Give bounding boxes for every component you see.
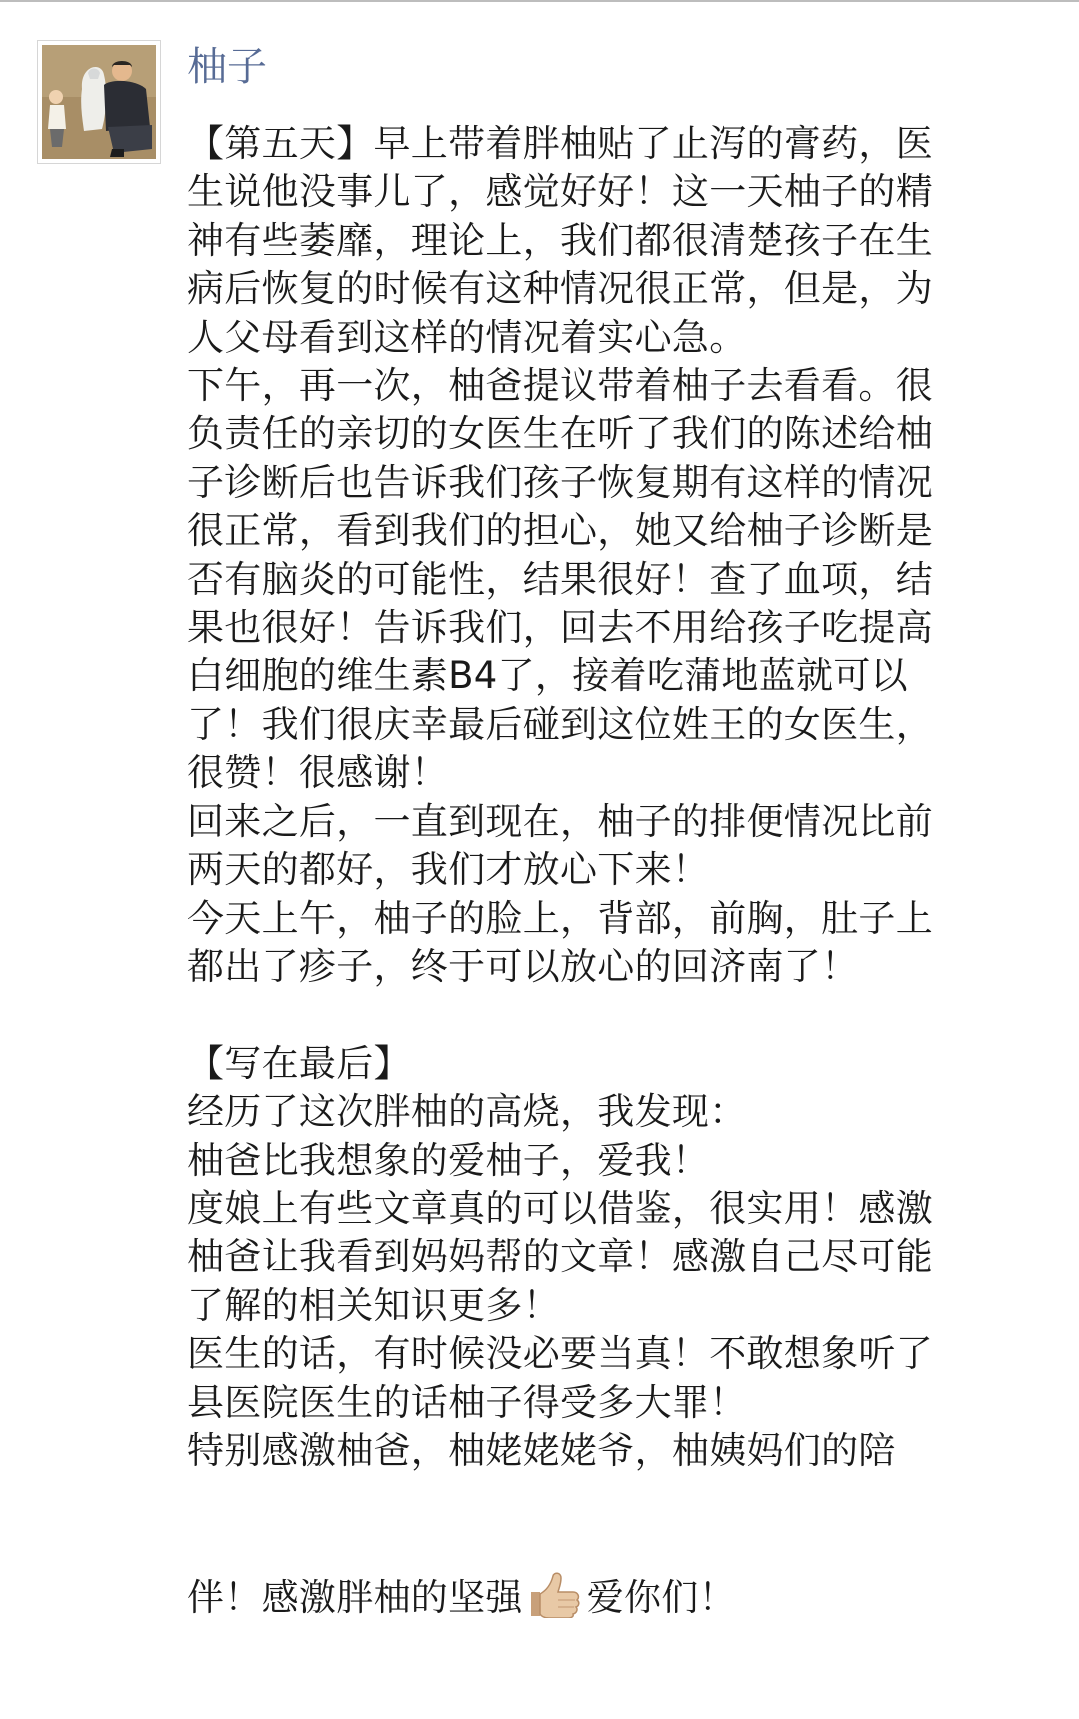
text-line: 子诊断后也告诉我们孩子恢复期有这样的情况 [187,460,933,504]
text-line: 【写在最后】 [187,1041,411,1085]
text-line: 今天上午，柚子的脸上，背部，前胸，肚子上 [187,896,933,940]
thumbs-up-icon [525,1572,583,1618]
text-line: 病后恢复的时候有这种情况很正常，但是，为 [187,267,933,311]
text-line: 果也很好！告诉我们，回去不用给孩子吃提高 [187,606,933,650]
text-line: 人父母看到这样的情况着实心急。 [187,315,747,359]
text-line: 医生的话，有时候没必要当真！不敢想象听了 [187,1332,933,1376]
text-line: 生说他没事儿了，感觉好好！这一天柚子的精 [187,170,933,214]
final-line-after-emoji: 爱你们！ [586,1576,736,1620]
blank-line [187,991,1047,1039]
post-paragraph [187,895,1047,992]
text-line: 很赞！很感谢！ [187,751,449,795]
text-line: 下午，再一次，柚爸提议带着柚子去看看。很 [187,364,933,408]
final-line [187,1475,1047,1719]
final-line-before-emoji: 伴！感激胖柚的坚强 [187,1576,523,1620]
post-paragraph [187,798,1047,895]
text-line: 经历了这次胖柚的高烧，我发现： [187,1090,747,1134]
text-line: 度娘上有些文章真的可以借鉴，很实用！感激 [187,1186,933,1230]
post-paragraph [187,362,1047,798]
text-line: 白细胞的维生素B4了，接着吃蒲地蓝就可以 [187,654,908,698]
text-line: 负责任的亲切的女医生在听了我们的陈述给柚 [187,412,933,456]
text-line: 了！我们很庆幸最后碰到这位姓王的女医生， [187,702,933,746]
author-name[interactable]: 柚子 [187,44,267,90]
profile-photo [42,45,156,159]
text-line: 柚爸比我想象的爱柚子，爱我！ [187,1138,710,1182]
text-line [187,1572,1047,1622]
text-line: 特别感激柚爸，柚姥姥姥爷，柚姨妈们的陪 [187,1428,896,1472]
post-text [187,120,1047,1719]
post-paragraph [187,120,1047,362]
text-line: 很正常，看到我们的担心，她又给柚子诊断是 [187,509,933,553]
text-line: 回来之后，一直到现在，柚子的排便情况比前 [187,799,933,843]
text-line: 两天的都好，我们才放心下来！ [187,848,710,892]
post-paragraph [187,1040,1047,1476]
text-line: 都出了疹子，终于可以放心的回济南了！ [187,944,859,988]
text-line: 否有脑炎的可能性，结果很好！查了血项，结 [187,557,933,601]
text-line: 了解的相关知识更多！ [187,1283,560,1327]
text-line: 柚爸让我看到妈妈帮的文章！感激自己尽可能 [187,1235,933,1279]
text-line: 县医院医生的话柚子得受多大罪！ [187,1380,747,1424]
text-line: 【第五天】早上带着胖柚贴了止泻的膏药，医 [187,122,933,165]
avatar[interactable] [37,40,161,164]
text-line: 神有些萎靡，理论上，我们都很清楚孩子在生 [187,218,933,262]
